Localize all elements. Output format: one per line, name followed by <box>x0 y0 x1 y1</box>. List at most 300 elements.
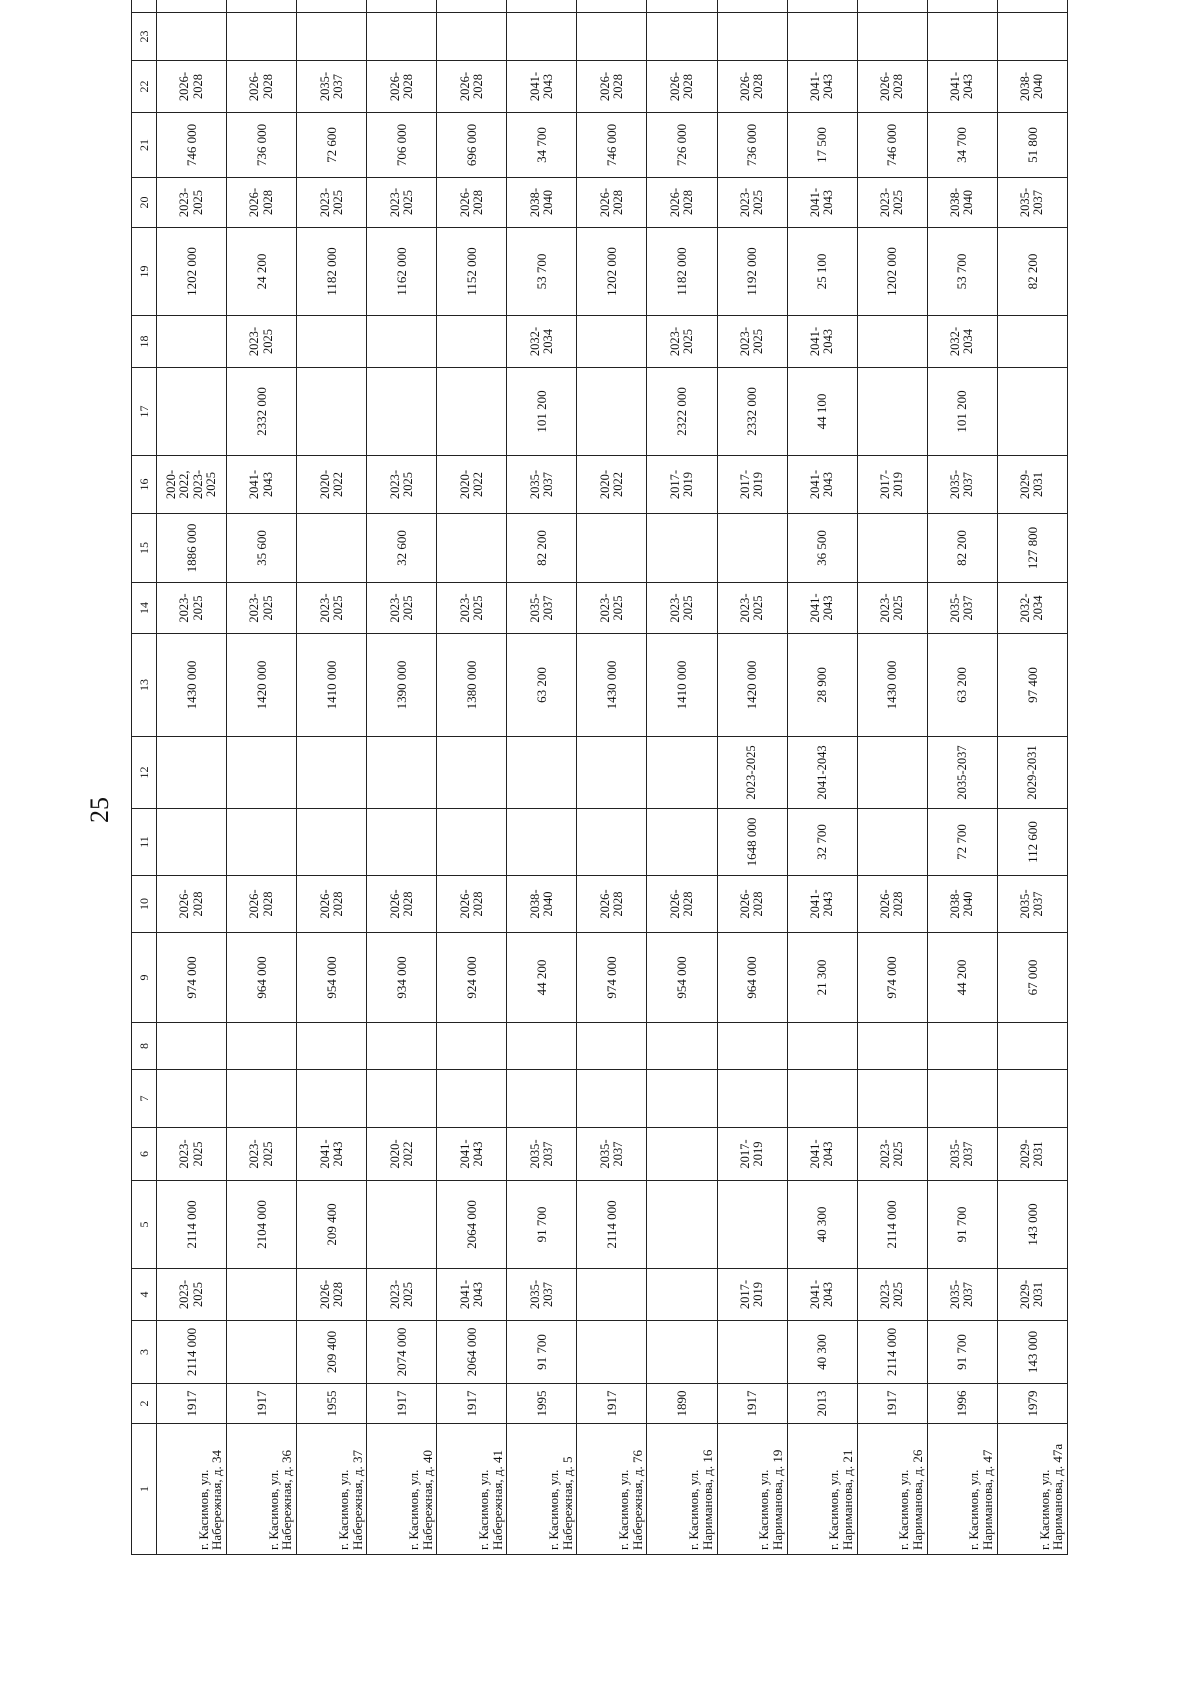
period-cell: 2023-2025 <box>857 178 927 228</box>
cost-cell: 974 000 <box>157 933 227 1023</box>
period-cell: 2032-2034 <box>507 316 577 368</box>
period-cell: 2026-2028 <box>367 61 437 113</box>
period-cell: 2023-2025 <box>367 1269 437 1321</box>
period-cell <box>297 316 367 368</box>
cost-cell: 934 000 <box>367 933 437 1023</box>
table-row <box>297 0 367 1555</box>
period-cell: 2026-2028 <box>717 876 787 933</box>
period-cell: 2023-2025 <box>367 178 437 228</box>
period-cell: 2035-2037 <box>507 1128 577 1181</box>
period-cell <box>577 1023 647 1070</box>
cost-cell: 1430 000 <box>157 634 227 737</box>
cost-cell: 1192 000 <box>717 228 787 316</box>
cost-cell <box>927 1070 997 1128</box>
period-cell: 2035-2037 <box>507 1269 577 1321</box>
period-cell: 2029-2031 <box>997 1269 1067 1321</box>
cost-cell <box>507 809 577 876</box>
period-cell: 2041-2043 <box>787 876 857 933</box>
period-cell: 2026-2028 <box>227 178 297 228</box>
column-number-header: 4 <box>132 1269 157 1321</box>
cost-cell: 924 000 <box>437 933 507 1023</box>
period-cell <box>997 0 1067 13</box>
cost-cell: 746 000 <box>577 113 647 178</box>
period-cell: 2017-2019 <box>647 456 717 514</box>
column-number-header: 20 <box>132 178 157 228</box>
cost-cell: 35 600 <box>227 514 297 583</box>
period-cell: 2017-2019 <box>717 456 787 514</box>
table-row <box>577 0 647 1555</box>
address-cell: г. Касимов, ул. Набережная, д. 37 <box>297 1424 367 1555</box>
cost-cell <box>857 13 927 61</box>
period-cell: 2032-2034 <box>997 583 1067 634</box>
table-body <box>157 0 1068 1555</box>
cost-cell: 34 700 <box>927 113 997 178</box>
period-cell: 2020-2022, 2023-2025 <box>157 456 227 514</box>
period-cell: 2023-2025 <box>647 316 717 368</box>
cost-cell: 91 700 <box>927 1321 997 1384</box>
table-row <box>157 0 227 1555</box>
cost-cell: 964 000 <box>227 933 297 1023</box>
cost-cell <box>997 368 1067 456</box>
cost-cell <box>647 1321 717 1384</box>
cost-cell: 53 700 <box>507 228 577 316</box>
period-cell: 2023-2025 <box>227 316 297 368</box>
period-cell <box>857 737 927 809</box>
period-cell <box>647 1269 717 1321</box>
period-cell <box>717 0 787 13</box>
cost-cell: 53 700 <box>927 228 997 316</box>
period-cell: 2035-2037 <box>507 583 577 634</box>
cost-cell <box>577 368 647 456</box>
rotated-table-wrapper <box>131 30 1068 1555</box>
column-number-header: 17 <box>132 368 157 456</box>
period-cell <box>297 737 367 809</box>
cost-cell <box>437 13 507 61</box>
cost-cell: 1648 000 <box>717 809 787 876</box>
period-cell: 2020-2022 <box>367 1128 437 1181</box>
period-cell: 2035-2037 <box>927 456 997 514</box>
period-cell: 2026-2028 <box>577 178 647 228</box>
cost-cell: 1162 000 <box>367 228 437 316</box>
cost-cell <box>367 1181 437 1269</box>
cost-cell: 97 400 <box>997 634 1067 737</box>
period-cell <box>507 0 577 13</box>
period-cell <box>437 0 507 13</box>
cost-cell: 91 700 <box>507 1321 577 1384</box>
period-cell <box>157 0 227 13</box>
period-cell <box>227 1269 297 1321</box>
cost-cell: 44 200 <box>507 933 577 1023</box>
cost-cell: 91 700 <box>927 1181 997 1269</box>
period-cell: 2026-2028 <box>437 61 507 113</box>
column-number-header: 7 <box>132 1070 157 1128</box>
cost-cell <box>437 809 507 876</box>
cost-cell <box>997 1070 1067 1128</box>
period-cell: 2026-2028 <box>227 876 297 933</box>
year-built-cell: 1979 <box>997 1384 1067 1424</box>
period-cell <box>857 1023 927 1070</box>
period-cell: 2023-2025 <box>577 583 647 634</box>
period-cell <box>647 737 717 809</box>
table-row <box>367 0 437 1555</box>
cost-cell: 143 000 <box>997 1181 1067 1269</box>
cost-cell: 51 800 <box>997 113 1067 178</box>
cost-cell <box>857 514 927 583</box>
period-cell: 2035-2037 <box>927 737 997 809</box>
column-number-header: 9 <box>132 933 157 1023</box>
cost-cell <box>157 1070 227 1128</box>
period-cell: 2026-2028 <box>577 876 647 933</box>
cost-cell: 34 700 <box>507 113 577 178</box>
page-number: 25 <box>85 797 114 823</box>
cost-cell: 2114 000 <box>157 1181 227 1269</box>
cost-cell: 63 200 <box>507 634 577 737</box>
period-cell <box>227 1023 297 1070</box>
period-cell: 2035-2037 <box>927 1269 997 1321</box>
year-built-cell: 1917 <box>717 1384 787 1424</box>
cost-cell: 1886 000 <box>157 514 227 583</box>
cost-cell: 2322 000 <box>647 368 717 456</box>
cost-cell: 746 000 <box>857 113 927 178</box>
period-cell <box>367 0 437 13</box>
period-cell: 2023-2025 <box>227 583 297 634</box>
cost-cell: 1420 000 <box>227 634 297 737</box>
column-number-header: 15 <box>132 514 157 583</box>
period-cell <box>227 737 297 809</box>
period-cell: 2041-2043 <box>787 1128 857 1181</box>
cost-cell <box>227 1070 297 1128</box>
table-row <box>857 0 927 1555</box>
year-built-cell: 1917 <box>367 1384 437 1424</box>
year-built-cell: 1917 <box>157 1384 227 1424</box>
table-row <box>717 0 787 1555</box>
period-cell: 2035-2037 <box>507 456 577 514</box>
cost-cell <box>227 1321 297 1384</box>
period-cell: 2026-2028 <box>857 876 927 933</box>
cost-cell: 696 000 <box>437 113 507 178</box>
column-number-header: 10 <box>132 876 157 933</box>
period-cell: 2023-2025 <box>717 178 787 228</box>
table-row <box>927 0 997 1555</box>
period-cell: 2041-2043 <box>227 456 297 514</box>
cost-cell <box>577 809 647 876</box>
cost-cell <box>297 514 367 583</box>
cost-cell: 17 500 <box>787 113 857 178</box>
cost-cell: 44 100 <box>787 368 857 456</box>
period-cell: 2023-2025 <box>157 1128 227 1181</box>
column-number-header: 11 <box>132 809 157 876</box>
year-built-cell: 2013 <box>787 1384 857 1424</box>
cost-cell: 974 000 <box>857 933 927 1023</box>
cost-cell: 143 000 <box>997 1321 1067 1384</box>
period-cell: 2026-2028 <box>647 876 717 933</box>
cost-cell: 91 700 <box>507 1181 577 1269</box>
cost-cell: 1430 000 <box>577 634 647 737</box>
cost-cell <box>437 1070 507 1128</box>
address-cell: г. Касимов, ул. Набережная, д. 5 <box>507 1424 577 1555</box>
cost-cell: 1380 000 <box>437 634 507 737</box>
cost-cell: 44 200 <box>927 933 997 1023</box>
period-cell: 2026-2028 <box>437 876 507 933</box>
period-cell: 2038-2040 <box>927 178 997 228</box>
cost-cell <box>507 13 577 61</box>
cost-cell: 1390 000 <box>367 634 437 737</box>
period-cell: 2023-2025 <box>367 583 437 634</box>
cost-cell: 209 400 <box>297 1321 367 1384</box>
address-cell: г. Касимов, ул. Нариманова, д. 19 <box>717 1424 787 1555</box>
period-cell: 2023-2025 <box>857 583 927 634</box>
cost-cell: 2114 000 <box>857 1321 927 1384</box>
period-cell <box>507 1023 577 1070</box>
cost-cell <box>297 809 367 876</box>
cost-cell: 706 000 <box>367 113 437 178</box>
period-cell: 2017-2019 <box>857 456 927 514</box>
address-cell: г. Касимов, ул. Нариманова, д. 47а <box>997 1424 1067 1555</box>
cost-cell: 40 300 <box>787 1321 857 1384</box>
period-cell: 2035-2037 <box>927 583 997 634</box>
address-cell: г. Касимов, ул. Набережная, д. 36 <box>227 1424 297 1555</box>
cost-cell: 82 200 <box>507 514 577 583</box>
period-cell: 2041-2043 <box>787 737 857 809</box>
period-cell <box>927 1023 997 1070</box>
cost-cell <box>647 1181 717 1269</box>
cost-cell: 67 000 <box>997 933 1067 1023</box>
cost-cell: 2332 000 <box>717 368 787 456</box>
period-cell: 2041-2043 <box>787 583 857 634</box>
cost-cell <box>927 13 997 61</box>
cost-cell <box>717 1070 787 1128</box>
column-number-header: 22 <box>132 61 157 113</box>
cost-cell: 25 100 <box>787 228 857 316</box>
period-cell: 2041-2043 <box>507 61 577 113</box>
cost-cell: 2332 000 <box>227 368 297 456</box>
period-cell: 2023-2025 <box>717 583 787 634</box>
period-cell <box>157 1023 227 1070</box>
period-cell <box>647 1023 717 1070</box>
cost-cell: 24 200 <box>227 228 297 316</box>
cost-cell: 1430 000 <box>857 634 927 737</box>
period-cell: 2026-2028 <box>437 178 507 228</box>
column-number-header: 12 <box>132 737 157 809</box>
cost-cell <box>717 514 787 583</box>
period-cell <box>367 737 437 809</box>
year-built-cell: 1917 <box>227 1384 297 1424</box>
cost-cell: 736 000 <box>717 113 787 178</box>
period-cell <box>577 0 647 13</box>
cost-cell <box>297 368 367 456</box>
cost-cell <box>367 809 437 876</box>
period-cell: 2038-2040 <box>507 876 577 933</box>
period-cell: 2026-2028 <box>227 61 297 113</box>
period-cell: 2020-2022 <box>437 456 507 514</box>
period-cell: 2026-2028 <box>297 876 367 933</box>
cost-cell <box>857 809 927 876</box>
period-cell: 2041-2043 <box>437 1128 507 1181</box>
cost-cell <box>647 1070 717 1128</box>
period-cell: 2023-2025 <box>717 737 787 809</box>
period-cell: 2023-2025 <box>437 583 507 634</box>
period-cell <box>297 1023 367 1070</box>
period-cell: 2020-2022 <box>297 456 367 514</box>
address-cell: г. Касимов, ул. Нариманова, д. 16 <box>647 1424 717 1555</box>
cost-cell: 21 300 <box>787 933 857 1023</box>
period-cell: 2029-2031 <box>997 1128 1067 1181</box>
table-row <box>647 0 717 1555</box>
period-cell: 2023-2025 <box>367 456 437 514</box>
table-row <box>437 0 507 1555</box>
period-cell: 2035-2037 <box>297 61 367 113</box>
period-cell: 2026-2028 <box>577 61 647 113</box>
period-cell: 2038-2040 <box>927 876 997 933</box>
period-cell: 2020-2022 <box>577 456 647 514</box>
period-cell <box>157 737 227 809</box>
period-cell <box>647 1128 717 1181</box>
cost-cell <box>787 13 857 61</box>
cost-cell <box>857 368 927 456</box>
cost-cell: 1420 000 <box>717 634 787 737</box>
period-cell: 2017-2019 <box>717 1269 787 1321</box>
column-number-header: 13 <box>132 634 157 737</box>
cost-cell: 2064 000 <box>437 1181 507 1269</box>
cost-cell <box>997 13 1067 61</box>
column-number-header: 18 <box>132 316 157 368</box>
capital-repair-table <box>131 0 1068 1555</box>
cost-cell: 72 600 <box>297 113 367 178</box>
period-cell <box>857 316 927 368</box>
period-cell: 2041-2043 <box>927 61 997 113</box>
cost-cell: 2104 000 <box>227 1181 297 1269</box>
period-cell: 2026-2028 <box>157 876 227 933</box>
period-cell: 2029-2031 <box>997 737 1067 809</box>
year-built-cell: 1955 <box>297 1384 367 1424</box>
period-cell <box>997 316 1067 368</box>
period-cell: 2035-2037 <box>997 876 1067 933</box>
cost-cell: 1202 000 <box>857 228 927 316</box>
column-number-header: 21 <box>132 113 157 178</box>
column-number-header: 2 <box>132 1384 157 1424</box>
cost-cell: 112 600 <box>997 809 1067 876</box>
period-cell: 2038-2040 <box>997 61 1067 113</box>
period-cell: 2041-2043 <box>787 178 857 228</box>
cost-cell: 2114 000 <box>857 1181 927 1269</box>
period-cell <box>437 737 507 809</box>
period-cell <box>227 0 297 13</box>
period-cell: 2023-2025 <box>157 178 227 228</box>
cost-cell: 1410 000 <box>647 634 717 737</box>
period-cell: 2023-2025 <box>297 178 367 228</box>
cost-cell <box>437 514 507 583</box>
period-cell <box>157 316 227 368</box>
cost-cell: 127 800 <box>997 514 1067 583</box>
period-cell: 2041-2043 <box>787 316 857 368</box>
period-cell <box>437 1023 507 1070</box>
period-cell: 2026-2028 <box>857 61 927 113</box>
cost-cell: 1182 000 <box>647 228 717 316</box>
period-cell: 2041-2043 <box>297 1128 367 1181</box>
year-built-cell: 1917 <box>577 1384 647 1424</box>
cost-cell <box>647 809 717 876</box>
cost-cell: 209 400 <box>297 1181 367 1269</box>
year-built-cell: 1890 <box>647 1384 717 1424</box>
period-cell: 2023-2025 <box>157 583 227 634</box>
period-cell: 2023-2025 <box>857 1128 927 1181</box>
period-cell: 2026-2028 <box>647 178 717 228</box>
cost-cell <box>787 1070 857 1128</box>
address-cell: г. Касимов, ул. Набережная, д. 76 <box>577 1424 647 1555</box>
cost-cell <box>227 809 297 876</box>
column-number-header: 5 <box>132 1181 157 1269</box>
cost-cell <box>367 368 437 456</box>
column-number-header: 1 <box>132 1424 157 1555</box>
cost-cell: 72 700 <box>927 809 997 876</box>
period-cell: 2041-2043 <box>787 456 857 514</box>
column-number-header <box>132 0 157 13</box>
period-cell <box>577 316 647 368</box>
cost-cell: 974 000 <box>577 933 647 1023</box>
column-number-header: 6 <box>132 1128 157 1181</box>
address-cell: г. Касимов, ул. Набережная, д. 41 <box>437 1424 507 1555</box>
period-cell <box>367 1023 437 1070</box>
year-built-cell: 1995 <box>507 1384 577 1424</box>
address-cell: г. Касимов, ул. Набережная, д. 34 <box>157 1424 227 1555</box>
cost-cell: 1202 000 <box>157 228 227 316</box>
cost-cell: 726 000 <box>647 113 717 178</box>
table-row <box>787 0 857 1555</box>
period-cell <box>437 316 507 368</box>
period-cell: 2026-2028 <box>717 61 787 113</box>
cost-cell: 82 200 <box>997 228 1067 316</box>
column-number-header: 8 <box>132 1023 157 1070</box>
cost-cell: 954 000 <box>297 933 367 1023</box>
cost-cell: 36 500 <box>787 514 857 583</box>
period-cell <box>647 0 717 13</box>
cost-cell <box>717 1321 787 1384</box>
period-cell: 2026-2028 <box>157 61 227 113</box>
period-cell <box>997 1023 1067 1070</box>
column-number-header: 19 <box>132 228 157 316</box>
cost-cell: 40 300 <box>787 1181 857 1269</box>
cost-cell <box>157 809 227 876</box>
cost-cell <box>717 13 787 61</box>
cost-cell: 2064 000 <box>437 1321 507 1384</box>
period-cell <box>787 1023 857 1070</box>
period-cell: 2023-2025 <box>857 1269 927 1321</box>
cost-cell <box>157 368 227 456</box>
cost-cell <box>227 13 297 61</box>
cost-cell: 954 000 <box>647 933 717 1023</box>
year-built-cell: 1996 <box>927 1384 997 1424</box>
period-cell: 2038-2040 <box>507 178 577 228</box>
period-cell <box>787 0 857 13</box>
period-cell: 2023-2025 <box>717 316 787 368</box>
cost-cell: 82 200 <box>927 514 997 583</box>
period-cell: 2026-2028 <box>647 61 717 113</box>
cost-cell <box>437 368 507 456</box>
period-cell <box>577 737 647 809</box>
period-cell: 2017-2019 <box>717 1128 787 1181</box>
table-row <box>507 0 577 1555</box>
period-cell <box>297 0 367 13</box>
period-cell <box>367 316 437 368</box>
cost-cell <box>577 1070 647 1128</box>
period-cell: 2035-2037 <box>927 1128 997 1181</box>
period-cell: 2032-2034 <box>927 316 997 368</box>
period-cell: 2023-2025 <box>297 583 367 634</box>
cost-cell: 1182 000 <box>297 228 367 316</box>
column-number-header: 23 <box>132 13 157 61</box>
period-cell: 2041-2043 <box>437 1269 507 1321</box>
period-cell: 2029-2031 <box>997 456 1067 514</box>
